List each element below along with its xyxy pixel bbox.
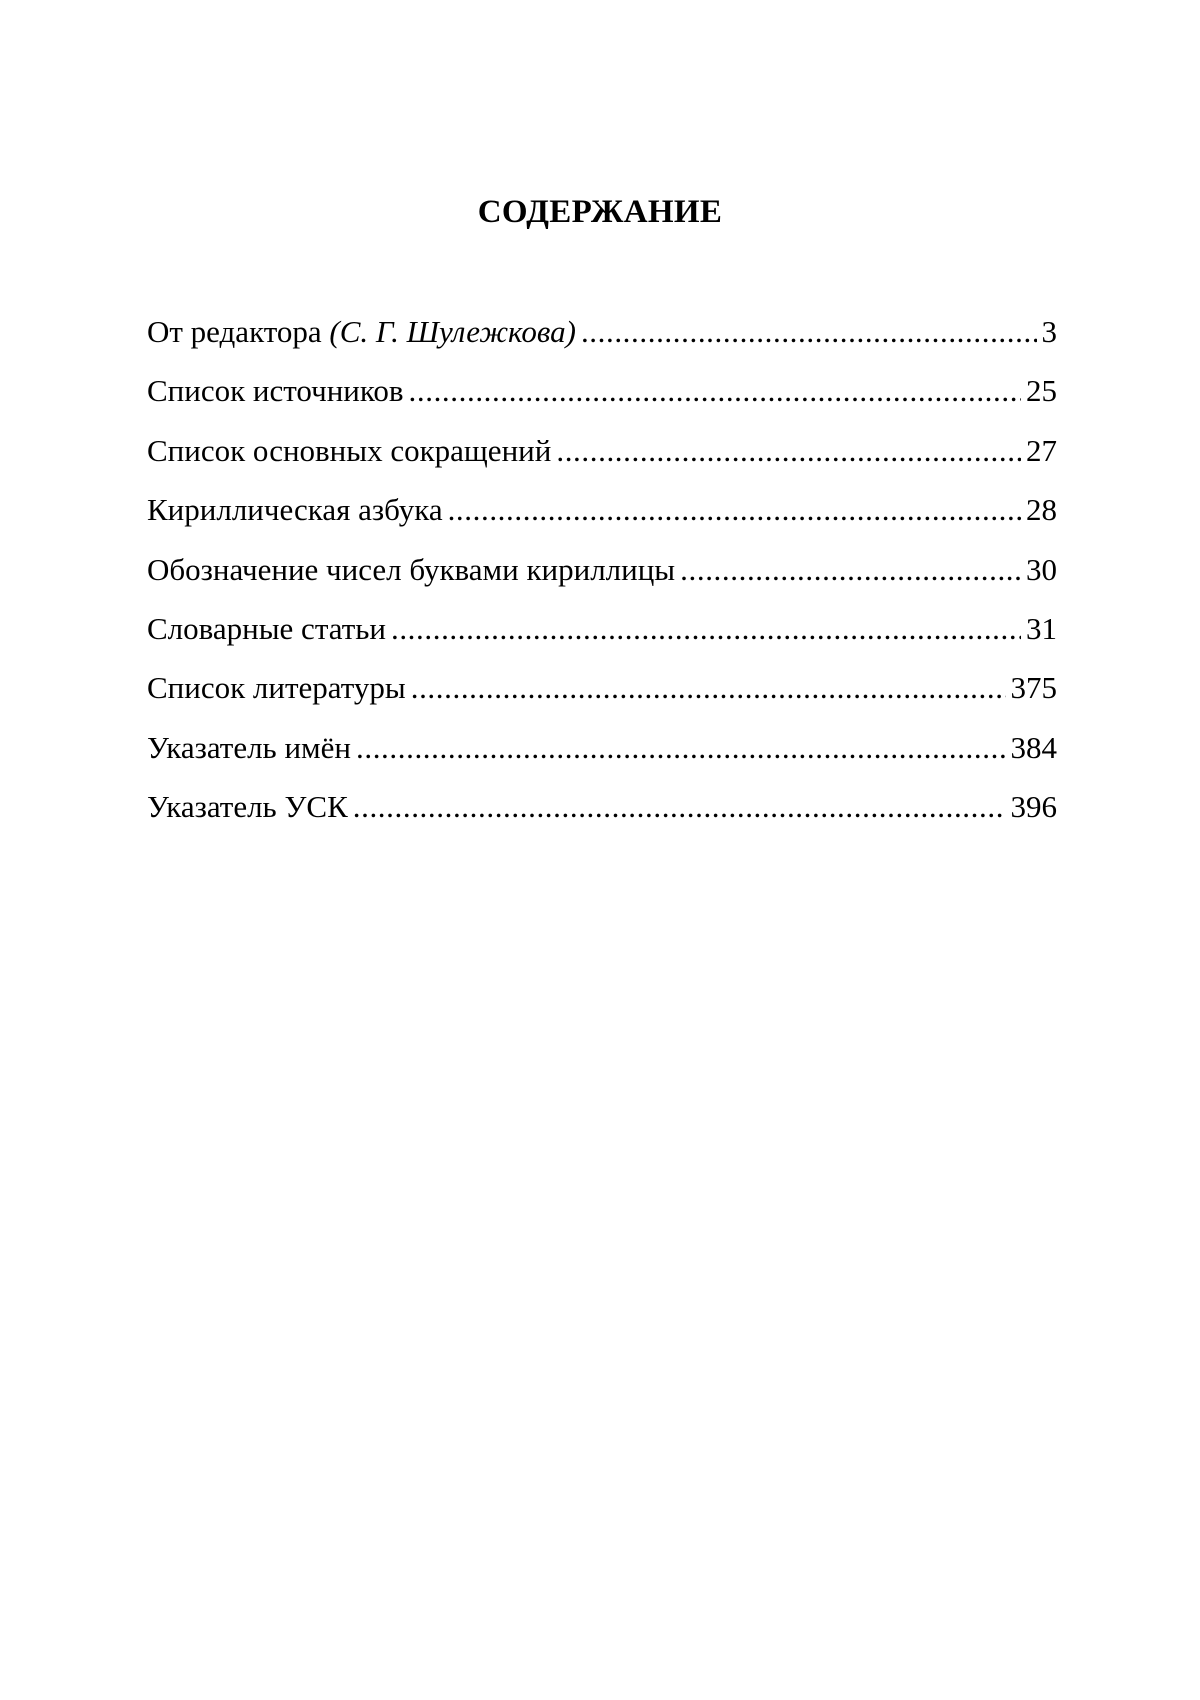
toc-entry-label: Кириллическая азбука	[147, 492, 443, 528]
toc-dot-leader	[680, 550, 1021, 590]
toc-entry-page-number: 396	[1010, 789, 1057, 825]
toc-dot-leader	[411, 668, 1006, 708]
toc-entry-cyrillic-numerals[interactable]	[147, 550, 1057, 609]
toc-entry-bibliography[interactable]	[147, 668, 1057, 727]
toc-entry-page-number: 25	[1026, 373, 1057, 409]
toc-dot-leader	[448, 490, 1021, 530]
toc-entry-cyrillic-alphabet[interactable]	[147, 490, 1057, 549]
toc-entry-page-number: 30	[1026, 551, 1057, 587]
toc-entry-usk-index[interactable]	[147, 787, 1057, 846]
toc-entry-abbreviations[interactable]	[147, 431, 1057, 490]
toc-dot-leader	[409, 371, 1021, 411]
toc-entry-editor-preface[interactable]	[147, 312, 1057, 371]
toc-list	[147, 312, 1057, 847]
toc-dot-leader	[353, 787, 1006, 827]
toc-entry-page-number: 375	[1010, 670, 1057, 706]
toc-dot-leader	[581, 312, 1037, 352]
toc-entry-dictionary-entries[interactable]	[147, 609, 1057, 668]
toc-entry-label: Указатель имён	[147, 729, 351, 765]
toc-title: СОДЕРЖАНИЕ	[477, 194, 723, 230]
toc-entry-label: Словарные статьи	[147, 610, 386, 646]
toc-entry-name-index[interactable]	[147, 728, 1057, 787]
toc-dot-leader	[556, 431, 1021, 471]
toc-entry-label: Указатель УСК	[147, 789, 348, 825]
toc-entry-label: Список источников	[147, 373, 404, 409]
toc-entry-page-number: 31	[1026, 610, 1057, 646]
toc-entry-label: Обозначение чисел буквами кириллицы	[147, 551, 676, 587]
toc-entry-page-number: 3	[1041, 314, 1057, 349]
toc-dot-leader	[391, 609, 1021, 649]
toc-entry-label: От редактора (С. Г. Шулежкова)	[147, 314, 576, 349]
toc-entry-page-number: 384	[1010, 729, 1057, 765]
toc-entry-sources-list[interactable]	[147, 371, 1057, 430]
toc-entry-page-number: 28	[1026, 492, 1057, 528]
toc-entry-author: (С. Г. Шулежкова)	[329, 314, 576, 349]
toc-entry-label: Список основных сокращений	[147, 432, 552, 468]
toc-dot-leader	[356, 728, 1006, 768]
toc-entry-page-number: 27	[1026, 432, 1057, 468]
toc-entry-label: Список литературы	[147, 670, 406, 706]
